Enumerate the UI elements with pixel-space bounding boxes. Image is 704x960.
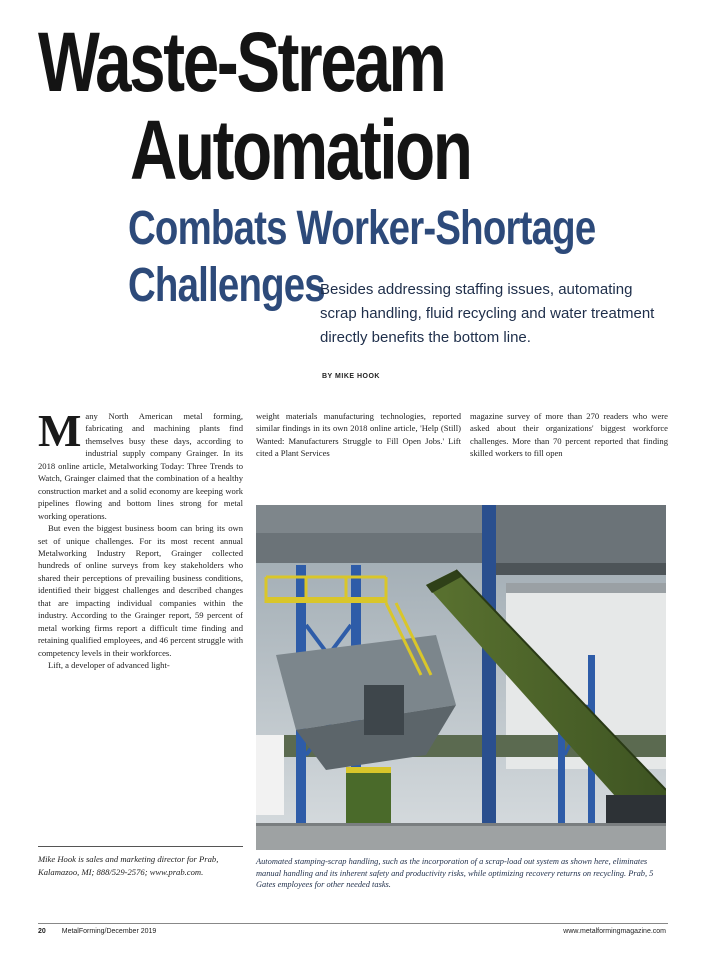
subheadline-line-2: Challenges <box>128 259 325 312</box>
conveyor-photo-illustration <box>256 505 666 850</box>
paragraph-1-text: any North American metal forming, fabricating and machining plants find themselves busy these days, according to industrial supply company Grainger. In its 2018 online article, Metalworking Today: Three Trends to Watch, Grainger claimed that the combination of a healthy construction market and a solid economy are keeping work pipelines flowing and bottom lines strong for metal working operations. <box>38 411 243 521</box>
headline-line-1: Waste-Stream <box>38 15 445 109</box>
author-bio: Mike Hook is sales and marketing director for Prab, Kalamazoo, MI; 888/529-2576; www.prab.com. <box>38 854 219 877</box>
footer-divider <box>38 923 668 924</box>
byline: BY MIKE HOOK <box>322 373 380 380</box>
deck-summary: Besides addressing staffing issues, automating scrap handling, fluid recycling and water treatment directly benefits the bottom line. <box>320 281 655 346</box>
bio-divider <box>38 846 243 847</box>
article-column-2 <box>256 410 461 488</box>
article-column-3 <box>470 410 668 488</box>
column-2-text: weight materials manufacturing technologies, reported similar findings in its own 2018 online article, 'Help (Still) Wanted: Manufacturers Struggle to Fill Open Jobs.' Lift cited a Plant Services <box>256 411 461 459</box>
subheadline-line-1: Combats Worker-Shortage <box>128 202 596 255</box>
issue-label: MetalForming/December 2019 <box>61 928 157 935</box>
article-column-1 <box>38 410 243 840</box>
column-3-text: magazine survey of more than 270 readers who were asked about their organizations' biggest workforce challenges. More than 70 percent reported that finding skilled workers to fill open <box>470 411 668 459</box>
drop-cap: M <box>38 410 82 456</box>
photo-caption: Automated stamping-scrap handling, such as the incorporation of a scrap-load out system as shown here, eliminates manual handling and its inherent safety and productivity risks, while optimizing recovery returns on recycling. Prab, 5 Gates employees for other needed tasks. <box>256 857 654 889</box>
page-number: 20 <box>38 928 46 935</box>
article-paragraph-1 <box>38 410 243 522</box>
footer-url[interactable]: www.metalformingmagazine.com <box>563 928 666 935</box>
article-paragraph-3: Lift, a developer of advanced light- <box>48 660 170 671</box>
headline-line-2: Automation <box>130 103 471 197</box>
industrial-conveyor-photo <box>256 505 666 850</box>
footer-left <box>38 928 156 935</box>
article-paragraph-2: But even the biggest business boom can bring its own set of unique challenges. For its most recent annual Metalworking Industry Report, Grainger collected hundreds of online surveys from key stakeholders who shared their perceptions of prevailing business conditions, identified their biggest challenges and described changes that are impacting individual companies within the industry. According to the Grainger report, 59 percent of metal working firms report a difficult time finding and retaining qualified employees, and 46 percent struggle with competency levels in their workforces. <box>38 523 243 658</box>
